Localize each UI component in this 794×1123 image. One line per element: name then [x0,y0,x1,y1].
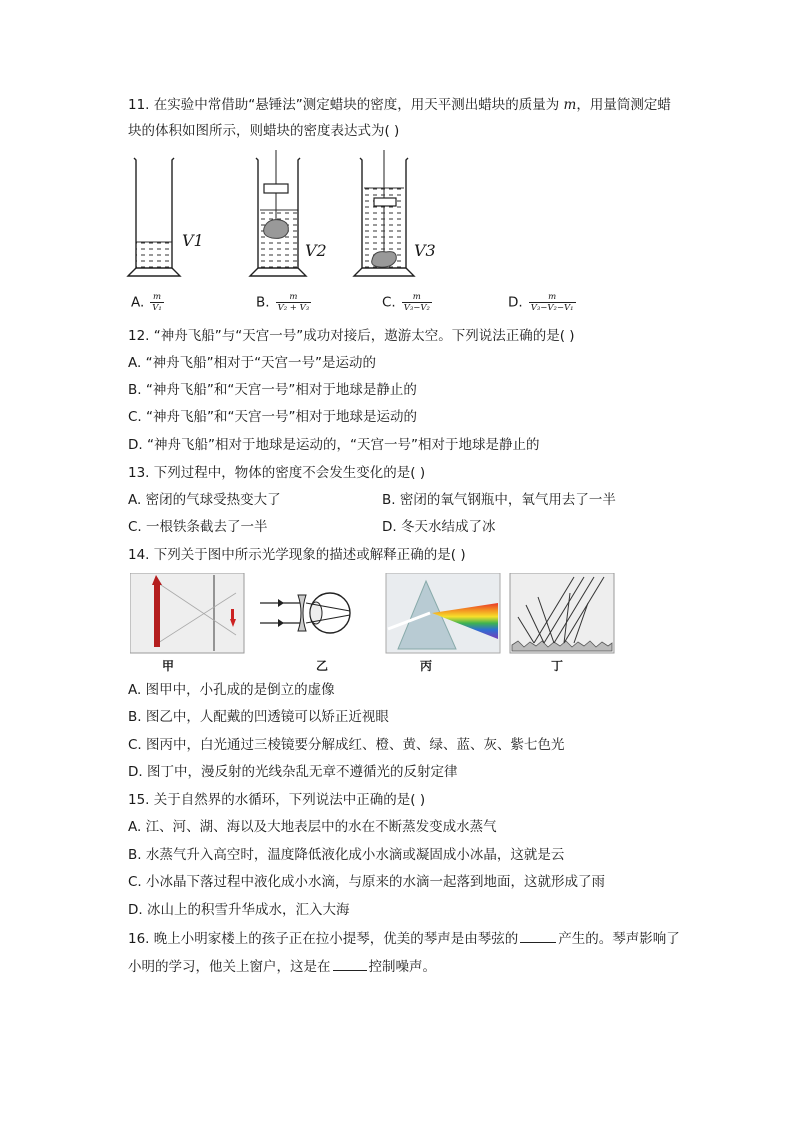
q12-option-d: D. “神舟飞船”相对于地球是运动的，“天宫一号”相对于地球是静止的 [128,437,540,453]
fraction: $\frac{m}{\text{V₂ + V₃}}$ [277,292,310,313]
q16-line2: 小明的学习，他关上窗户，这是在 控制噪声。 [128,956,436,976]
measuring-cylinder-figures [124,150,454,282]
q14-option-c: C. 图丙中，白光通过三棱镜要分解成红、橙、黄、绿、蓝、灰、紫七色光 [128,737,565,753]
q12-option-a: A. “神舟飞船”相对于“天宫一号”是运动的 [128,355,377,371]
label-v3: V3 [414,241,436,260]
q12-option-c: C. “神舟飞船”和“天宫一号”相对于地球是运动的 [128,409,417,425]
pinhole-figure [130,573,244,653]
eye-concave-lens-figure [260,593,350,633]
label-v2: V2 [305,241,327,260]
prism-figure [386,573,500,653]
q11-option-b: B. $\frac{m}{\text{V₂ + V₃}}$ [256,292,310,313]
q11-stem-line2: 块的体积如图所示，则蜡块的密度表达式为( ) [128,123,400,139]
q14-option-d: D. 图丁中，漫反射的光线杂乱无章不遵循光的反射定律 [128,764,458,780]
q16-line1: 16. 晚上小明家楼上的孩子正在拉小提琴，优美的琴声是由琴弦的 产生的。琴声影响了 [128,928,680,948]
q12-option-b: B. “神舟飞船”和“天宫一号”相对于地球是静止的 [128,382,417,398]
q15-option-a: A. 江、河、湖、海以及大地表层中的水在不断蒸发变成水蒸气 [128,819,497,835]
q14-option-a: A. 图甲中，小孔成的是倒立的虚像 [128,682,335,698]
cylinder-v1 [128,158,180,276]
q14-option-b: B. 图乙中，人配戴的凹透镜可以矫正近视眼 [128,709,389,725]
cylinder-v3 [354,150,414,276]
cylinder-v2 [250,150,306,276]
q13-option-c: C. 一根铁条截去了一半 [128,519,268,535]
q15-option-b: B. 水蒸气升入高空时，温度降低液化成小水滴或凝固成小冰晶，这就是云 [128,847,565,863]
q13-option-b: B. 密闭的氧气钢瓶中，氧气用去了一半 [382,492,616,508]
q13-option-d: D. 冬天水结成了冰 [382,519,496,535]
q14-stem: 14. 下列关于图中所示光学现象的描述或解释正确的是( ) [128,547,466,563]
q11-option-a: A. $\frac{m}{\text{V₁}}$ [131,292,162,313]
caption-yi: 乙 [316,659,329,673]
q11-stem-line1: 11. 在实验中常借助“悬锤法”测定蜡块的密度，用天平测出蜡块的质量为 m，用量筒测定蜡 [128,97,671,113]
caption-bing: 丙 [420,659,433,673]
fraction: $\frac{m}{\text{V₁}}$ [152,292,162,313]
diffuse-reflection-figure [510,573,614,653]
q13-stem: 13. 下列过程中，物体的密度不会发生变化的是( ) [128,465,426,481]
caption-ding: 丁 [551,659,564,673]
q11-option-d: D. $\frac{m}{\text{V₃−V₂−V₁}}$ [508,292,574,313]
answer-blank-1[interactable] [520,928,556,943]
answer-blank-2[interactable] [333,956,367,971]
q11-option-c: C. $\frac{m}{\text{V₃−V₂}}$ [382,292,430,313]
q15-option-c: C. 小冰晶下落过程中液化成小水滴，与原来的水滴一起落到地面，这就形成了雨 [128,874,606,890]
optics-figures [130,573,616,655]
q13-option-a: A. 密闭的气球受热变大了 [128,492,281,508]
q12-stem: 12. “神舟飞船”与“天宫一号”成功对接后，遨游太空。下列说法正确的是( ) [128,328,575,344]
q15-stem: 15. 关于自然界的水循环，下列说法中正确的是( ) [128,792,426,808]
fraction: $\frac{m}{\text{V₃−V₂}}$ [403,292,430,313]
caption-jia: 甲 [162,659,175,673]
label-v1: V1 [182,231,204,250]
q15-option-d: D. 冰山上的积雪升华成水，汇入大海 [128,902,350,918]
mass-symbol: m [563,97,577,113]
fraction: $\frac{m}{\text{V₃−V₂−V₁}}$ [530,292,574,313]
